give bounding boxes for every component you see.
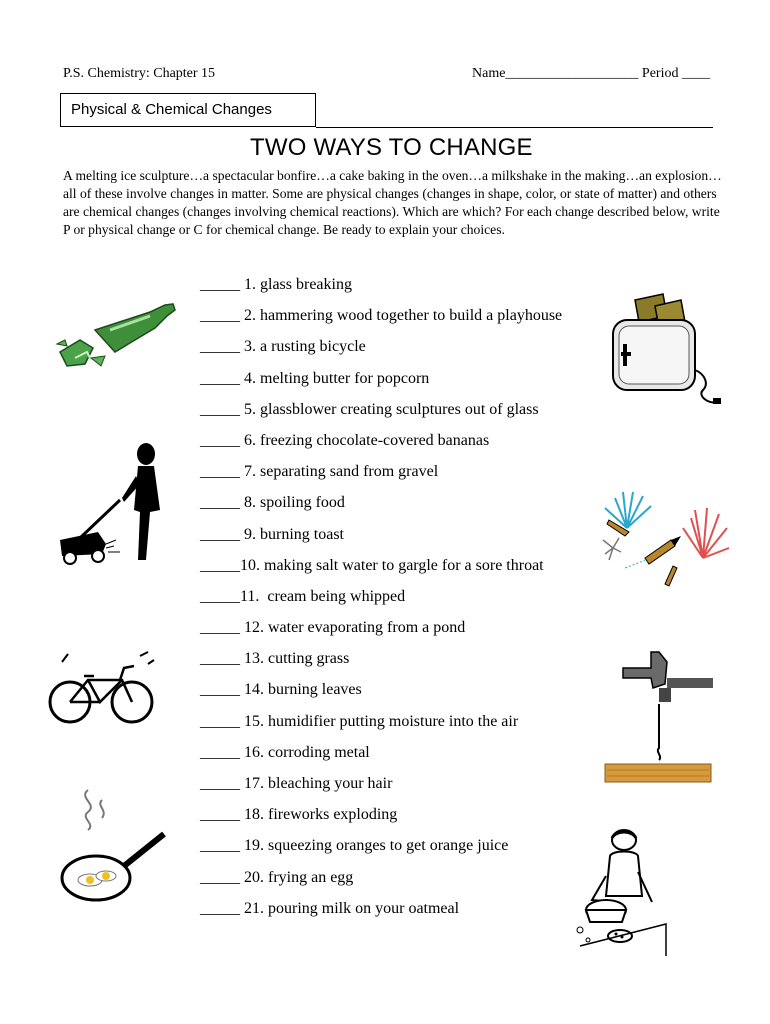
- lawnmower-person-icon: [50, 440, 190, 570]
- list-item: _____10. making salt water to gargle for a sore throat: [200, 556, 544, 574]
- cook-mixing-icon: [572, 826, 672, 956]
- list-item: _____ 20. frying an egg: [200, 868, 354, 886]
- title-rule: [316, 127, 713, 128]
- list-item: _____ 4. melting butter for popcorn: [200, 369, 430, 387]
- list-item: _____ 6. freezing chocolate-covered bananas: [200, 431, 490, 449]
- question-list: [200, 275, 562, 930]
- list-item: _____ 13. cutting grass: [200, 650, 350, 668]
- list-item: _____ 8. spoiling food: [200, 494, 345, 512]
- list-item: _____11. cream being whipped: [200, 587, 406, 605]
- toaster-icon: [605, 292, 725, 412]
- name-period-field: Name___________________ Period ____: [472, 66, 710, 81]
- bicycle-icon: [48, 650, 158, 730]
- list-item: _____ 15. humidifier putting moisture into the air: [200, 712, 519, 730]
- list-item: _____ 12. water evaporating from a pond: [200, 619, 466, 637]
- list-item: _____ 1. glass breaking: [200, 276, 352, 293]
- fireworks-icon: [595, 488, 735, 598]
- course-label: P.S. Chemistry: Chapter 15: [63, 66, 216, 81]
- list-item: _____ 17. bleaching your hair: [200, 775, 393, 792]
- hammer-nail-icon: [603, 648, 713, 788]
- broken-bottle-icon: [55, 300, 195, 380]
- page-title: TWO WAYS TO CHANGE: [250, 134, 533, 161]
- list-item: _____ 5. glassblower creating sculptures out of glass: [200, 400, 539, 418]
- list-item: _____ 19. squeezing oranges to get orange juice: [200, 837, 509, 855]
- list-item: _____ 3. a rusting bicycle: [200, 338, 366, 356]
- list-item: _____ 2. hammering wood together to build a playhouse: [200, 307, 563, 325]
- list-item: _____ 7. separating sand from gravel: [200, 463, 439, 481]
- intro-paragraph: A melting ice sculpture…a spectacular bonfire…a cake baking in the oven…a milkshake in the making…an explosion…all of these involve changes in matter. Some are physical changes (changes in shape, color, or state of matter) and others are chemical changes (changes involving chemical reactions). Which are which? For each change described below, write P or physical change or C for chemical change. Be ready to explain your choices.: [63, 168, 722, 237]
- list-item: _____ 16. corroding metal: [200, 743, 370, 761]
- frying-pan-egg-icon: [58, 780, 168, 910]
- list-item: _____ 21. pouring milk on your oatmeal: [200, 899, 460, 917]
- list-item: _____ 14. burning leaves: [200, 681, 362, 699]
- list-item: _____ 18. fireworks exploding: [200, 806, 398, 824]
- section-label: Physical & Chemical Changes: [60, 93, 316, 127]
- list-item: _____ 9. burning toast: [200, 525, 344, 543]
